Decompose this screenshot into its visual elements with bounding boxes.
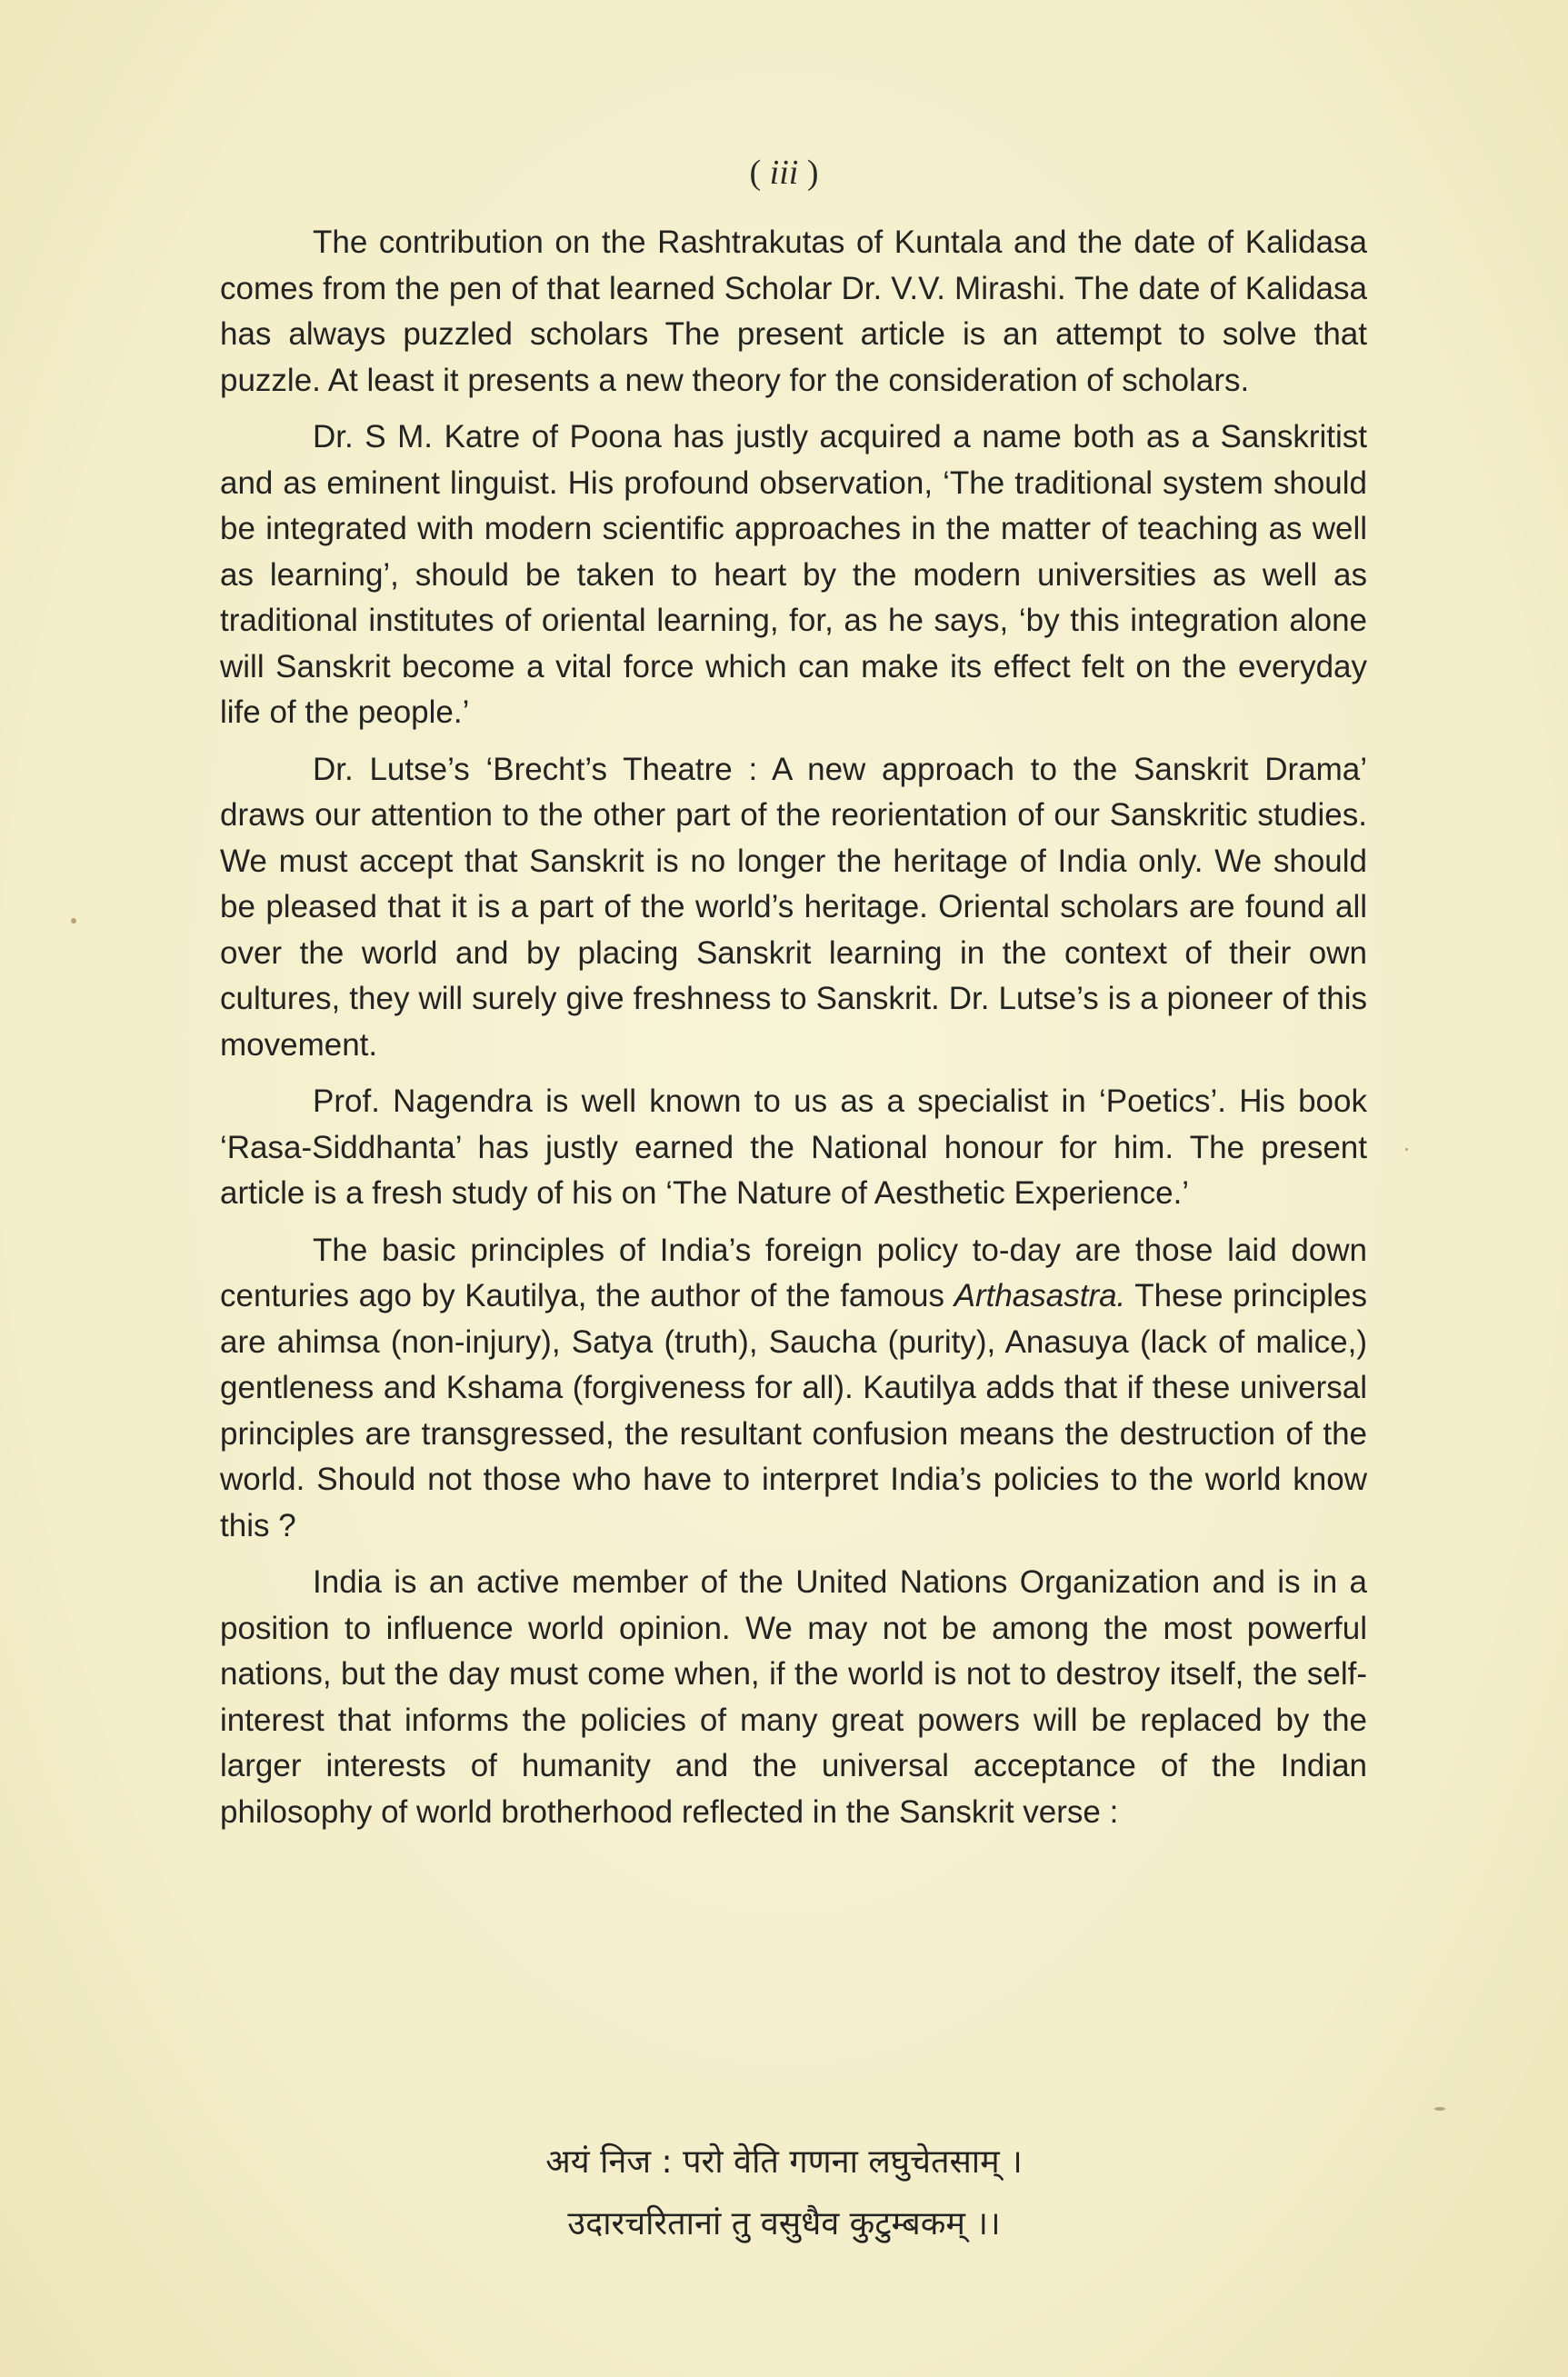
paragraph-united-nations: India is an active member of the United Nations Organization and is in a position to influence world opinion. We may not be among the most powerful nations, but the day must come when, if the world is not to destroy itself, the self-interest that informs the policies of many great powers will be replaced by the larger interests of humanity and the universal acceptance of the Indian philosophy of world brotherhood reflected in the Sanskrit verse : [220, 1564, 1367, 1830]
paragraph-kautilya [220, 1228, 1367, 1550]
paragraph-nagendra: Prof. Nagendra is well known to us as a specialist in ‘Poetics’. His book ‘Rasa-Siddhanta’ has justly earned the National honour for him. The present article is a fresh study of his on ‘The Nature of Aesthetic Experience.’ [220, 1084, 1367, 1211]
paragraph-katre: Dr. S M. Katre of Poona has justly acquired a name both as a Sanskritist and as eminent linguist. His profound observation, ‘The traditional system should be integrated with modern scientific approaches in the matter of teaching as well as learning’, should be taken to heart by the modern universities as well as traditional institutes of oriental learning, for, as he says, ‘by this integration alone will Sanskrit become a vital force which can make its effect felt on the everyday life of the people.’ [220, 419, 1367, 730]
sanskrit-verse-line-2: उदारचरितानां तु वसुधैव कुटुम्बकम् ।। [567, 2205, 1001, 2242]
print-speck [1434, 2107, 1445, 2111]
paragraph-kautilya-after: These principles are ahimsa (non-injury), Satya (truth), Saucha (purity), Anasuya (lack of malice,) gentleness and Kshama (forgiveness for all). Kautilya adds that if these universal principles are transgressed, the resultant confusion means the destruction of the world. Should not those who have to interpret India’s policies to the world know this ? [220, 1278, 1367, 1543]
print-speck [71, 918, 76, 924]
page-number-roman: iii [769, 154, 799, 192]
page-number-open: ( [749, 154, 770, 192]
paragraph-rashtrakutas: The contribution on the Rashtrakutas of Kuntala and the date of Kalidasa comes from the pen of that learned Scholar Dr. V.V. Mirashi. The date of Kalidasa has always puzzled scholars The present article is an attempt to solve that puzzle. At least it presents a new theory for the consideration of scholars. [220, 225, 1367, 398]
arthasastra-title: Arthasastra. [954, 1278, 1126, 1313]
paragraph-kautilya-before: The basic principles of India’s foreign policy to-day are those laid down centuries ago by Kautilya, the author of the famous [220, 1232, 1367, 1313]
page-number-close: ) [798, 154, 819, 192]
paragraph-lutse: Dr. Lutse’s ‘Brecht’s Theatre : A new approach to the Sanskrit Drama’ draws our attention to the other part of the reorientation of our Sanskritic studies. We must accept that Sanskrit is no longer the heritage of India only. We should be pleased that it is a part of the world’s heritage. Oriental scholars are found all over the world and by placing Sanskrit learning in the context of their own cultures, they will surely give freshness to Sanskrit. Dr. Lutse’s is a pioneer of this movement. [220, 751, 1367, 1063]
body-text [220, 220, 1367, 1846]
page-number [0, 153, 1568, 193]
sanskrit-verse-line-1: अयं निज : परो वेति गणना लघुचेतसाम् । [545, 2143, 1023, 2181]
print-speck [1405, 1148, 1408, 1151]
